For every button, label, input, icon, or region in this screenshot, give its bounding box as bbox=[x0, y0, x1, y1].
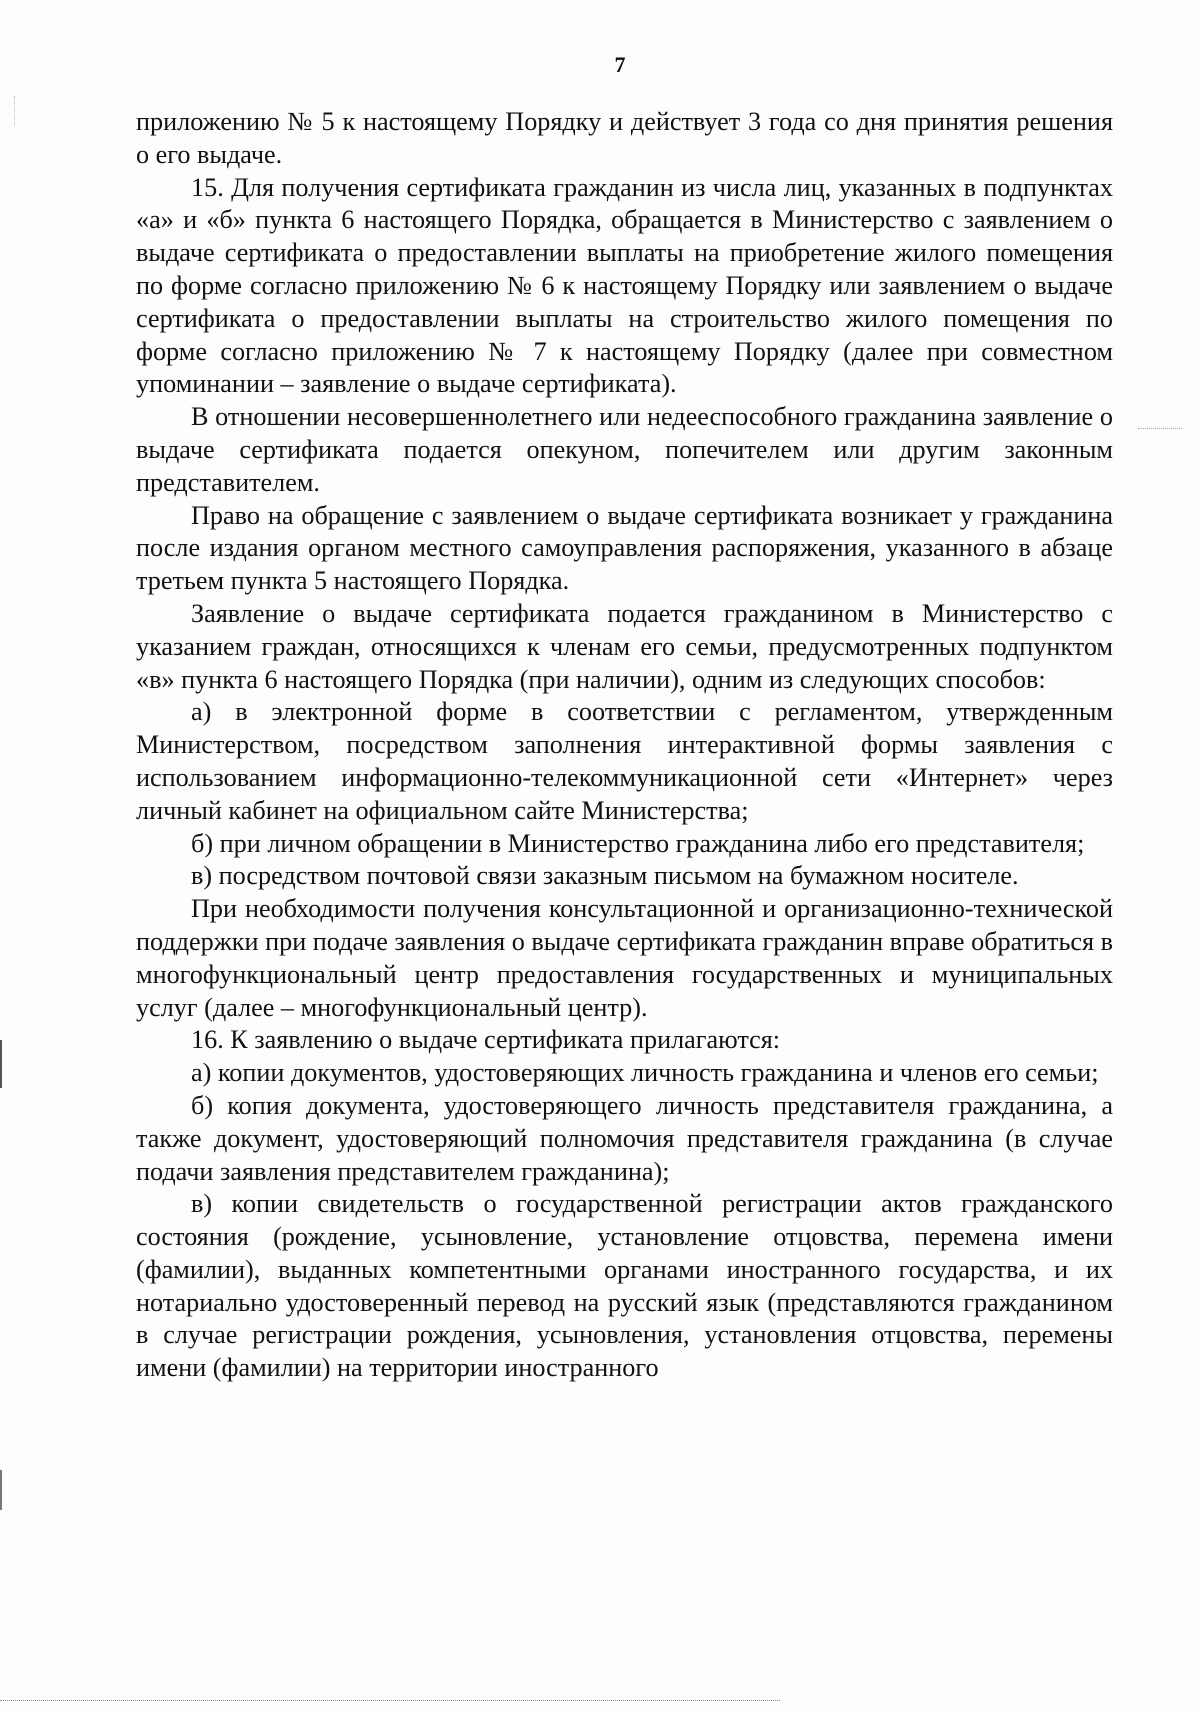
scan-artifact bbox=[14, 96, 45, 126]
paragraph: 16. К заявлению о выдаче сертификата прилагаются: bbox=[191, 1025, 781, 1055]
list-item: б) копия документа, удостоверяющего личность представителя гражданина, а также документ, удостоверяющий полномочия представителя гражданина (в случае подачи заявления представителем гражданина); bbox=[136, 1090, 1113, 1186]
list-item: б) при личном обращении в Министерство гражданина либо его представителя; bbox=[191, 828, 1085, 858]
paragraph: Право на обращение с заявлением о выдаче сертификата возникает у гражданина после издания органом местного самоуправления распоряжения, указанного в абзаце третьем пункта 5 настоящего Порядка. bbox=[136, 500, 1113, 596]
document-body bbox=[136, 106, 1113, 1385]
scan-artifact bbox=[0, 1040, 2, 1088]
list-item: в) копии свидетельств о государственной регистрации актов гражданского состояния (рождение, усыновление, установление отцовства, перемена имени (фамилии), выданных компетентными органами иностранного государства, и их нотариально удостоверенный перевод на русский язык (представляются гражданином в случае регистрации рождения, усыновления, установления отцовства, перемены имени (фамилии) на территории иностранного bbox=[136, 1189, 1113, 1383]
paragraph: Заявление о выдаче сертификата подается гражданином в Министерство с указанием граждан, относящихся к членам его семьи, предусмотренных подпунктом «в» пункта 6 настоящего Порядка (при наличии), одним из следующих способов: bbox=[136, 598, 1113, 694]
scan-artifact bbox=[0, 1470, 2, 1510]
list-item: а) копии документов, удостоверяющих личность гражданина и членов его семьи; bbox=[191, 1058, 1099, 1088]
paragraph: приложению № 5 к настоящему Порядку и действует 3 года со дня принятия решения о его выдаче. bbox=[136, 107, 1113, 169]
paragraph: 15. Для получения сертификата гражданин из числа лиц, указанных в подпунктах «а» и «б» пункта 6 настоящего Порядка, обращается в Министерство с заявлением о выдаче сертификата о предоставлении выплаты на приобретение жилого помещения по форме согласно приложению № 6 к настоящему Порядку или заявлением о выдаче сертификата о предоставлении выплаты на строительство жилого помещения по форме согласно приложению № 7 к настоящему Порядку (далее при совместном упоминании – заявление о выдаче сертификата). bbox=[136, 172, 1113, 399]
page-number: 7 bbox=[614, 52, 626, 77]
paragraph: При необходимости получения консультационной и организационно-технической поддержки при подаче заявления о выдаче сертификата гражданин вправе обратиться в многофункциональный центр предоставления государственных и муниципальных услуг (далее – многофункциональный центр). bbox=[136, 894, 1113, 1022]
list-item: а) в электронной форме в соответствии с регламентом, утвержденным Министерством, посредством заполнения интерактивной формы заявления с использованием информационно-телекоммуникационной сети «Интернет» через личный кабинет на официальном сайте Министерства; bbox=[136, 697, 1113, 825]
list-item: в) посредством почтовой связи заказным письмом на бумажном носителе. bbox=[191, 861, 1019, 891]
scan-artifact bbox=[1138, 428, 1182, 430]
scan-artifact bbox=[0, 1700, 780, 1702]
paragraph: В отношении несовершеннолетнего или недееспособного гражданина заявление о выдаче сертификата подается опекуном, попечителем или другим законным представителем. bbox=[136, 402, 1113, 497]
